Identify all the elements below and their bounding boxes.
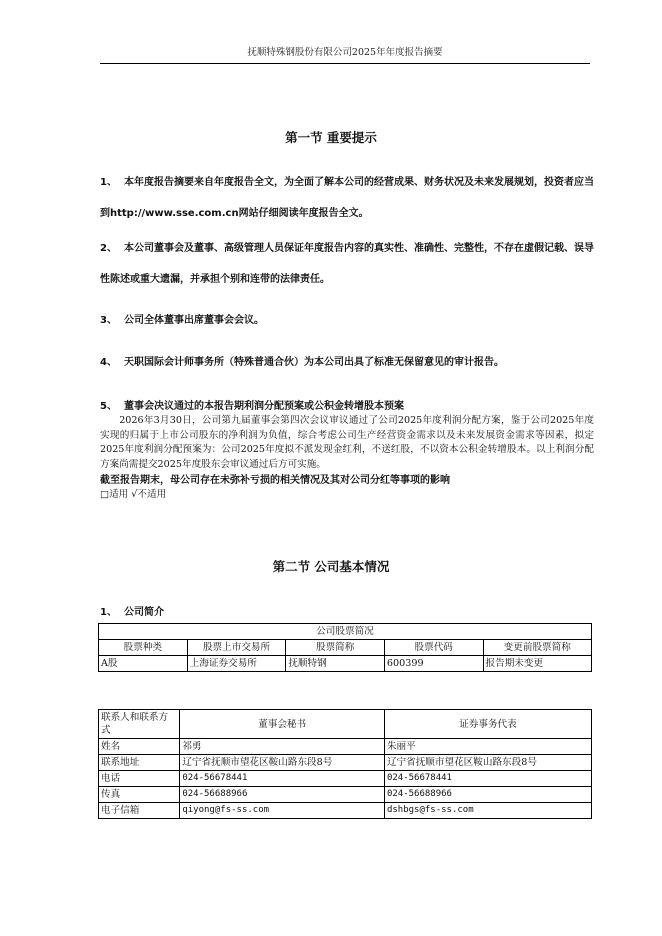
stock-info-table — [98, 623, 592, 672]
representative-value-cell: 024-56678441 — [384, 771, 591, 787]
contact-row-email — [99, 803, 592, 819]
section2-title: 第二节 公司基本情况 — [272, 559, 390, 574]
representative-value-cell: 辽宁省抚顺市望花区鞍山路东段8号 — [384, 755, 591, 771]
notice-item-5-title: 董事会决议通过的本报告期利润分配预案或公积金转增股本预案 — [124, 401, 404, 412]
notice-item-4-num: 4、 — [100, 357, 117, 368]
notice-item-4 — [100, 347, 594, 378]
notice-item-5 — [100, 400, 594, 502]
stock-header-type: 股票种类 — [99, 640, 188, 656]
company-profile-num: 1、 — [100, 607, 117, 618]
contact-table — [98, 709, 592, 819]
notice-item-5-num: 5、 — [100, 401, 117, 412]
contact-header-representative: 证券事务代表 — [384, 710, 591, 739]
contact-header-secretary: 董事会秘书 — [180, 710, 385, 739]
stock-short-name-cell: 抚顺特钢 — [286, 656, 385, 672]
contact-row-fax — [99, 787, 592, 803]
contact-header-label: 联系人和联系方式 — [99, 710, 180, 739]
stock-exchange-cell: 上海证券交易所 — [187, 656, 286, 672]
notice-item-2 — [100, 233, 594, 295]
stock-former-name-cell: 报告期未变更 — [483, 656, 591, 672]
notice-item-5-heading — [100, 400, 594, 414]
secretary-value-cell: 024-56678441 — [180, 771, 385, 787]
notice-item-1 — [100, 167, 594, 229]
secretary-email-link[interactable]: qiyong@fs-ss.com — [180, 803, 385, 819]
contact-row-address — [99, 755, 592, 771]
stock-header-former-name: 变更前股票简称 — [483, 640, 591, 656]
representative-email-link[interactable]: dshbgs@fs-ss.com — [384, 803, 591, 819]
notice-item-3-text: 公司全体董事出席董事会会议。 — [124, 315, 264, 326]
contact-label-cell: 联系地址 — [99, 755, 180, 771]
notice-item-3 — [100, 305, 594, 336]
stock-code-cell: 600399 — [384, 656, 483, 672]
representative-value-cell: 024-56688966 — [384, 787, 591, 803]
secretary-value-cell: 祁勇 — [180, 739, 385, 755]
stock-header-code: 股票代码 — [384, 640, 483, 656]
notice-item-4-text: 天职国际会计师事务所（特殊普通合伙）为本公司出具了标准无保留意见的审计报告。 — [124, 357, 504, 368]
stock-header-short-name: 股票简称 — [286, 640, 385, 656]
notice-item-2-num: 2、 — [100, 243, 117, 254]
notice-item-2-text: 本公司董事会及董事、高级管理人员保证年度报告内容的真实性、准确性、完整性，不存在虚假记载、误导性陈述或重大遗漏，并承担个别和连带的法律责任。 — [100, 243, 594, 285]
notice-item-1-num: 1、 — [100, 177, 117, 188]
notice-item-1-text: 本年度报告摘要来自年度报告全文，为全面了解本公司的经营成果、财务状况及未来发展规划，投资者应当到http://www.sse.com.cn网站仔细阅读年度报告全文。 — [100, 177, 594, 219]
contact-label-cell: 电子信箱 — [99, 803, 180, 819]
contact-label-cell: 电话 — [99, 771, 180, 787]
stock-table-caption: 公司股票简况 — [99, 624, 592, 640]
contact-label-cell: 姓名 — [99, 739, 180, 755]
profit-distribution-text: 2026年3月30日，公司第九届董事会第四次会议审议通过了公司2025年度利润分配方案，鉴于公司2025年度实现的归属于上市公司股东的净利润为负值，综合考虑公司生产经营资金需求以及未来发展资金需求等因素，拟定2025年度利润分配预案为：公司2025年度拟不派发现金红利，不送红股，不以资本公积金转增股本。以上利润分配方案尚需提交2025年度股东会审议通过后方可实施。 — [100, 415, 594, 470]
secretary-value-cell: 辽宁省抚顺市望花区鞍山路东段8号 — [180, 755, 385, 771]
secretary-value-cell: 024-56688966 — [180, 787, 385, 803]
page-header: 抚顺特殊钢股份有限公司2025年年度报告摘要 — [100, 44, 590, 64]
uncovered-loss-title: 截至报告期末，母公司存在未弥补亏损的相关情况及其对公司分红等事项的影响 — [100, 475, 450, 486]
representative-value-cell: 朱丽平 — [384, 739, 591, 755]
contact-row-name — [99, 739, 592, 755]
notice-item-3-num: 3、 — [100, 315, 117, 326]
stock-header-exchange: 股票上市交易所 — [187, 640, 286, 656]
section1-title: 第一节 重要提示 — [285, 130, 377, 145]
company-profile-heading — [100, 603, 164, 618]
contact-label-cell: 传真 — [99, 787, 180, 803]
stock-type-cell: A股 — [99, 656, 188, 672]
applicability-choice: □适用 √不适用 — [100, 489, 167, 500]
contact-row-phone — [99, 771, 592, 787]
company-profile-title: 公司简介 — [124, 607, 164, 618]
